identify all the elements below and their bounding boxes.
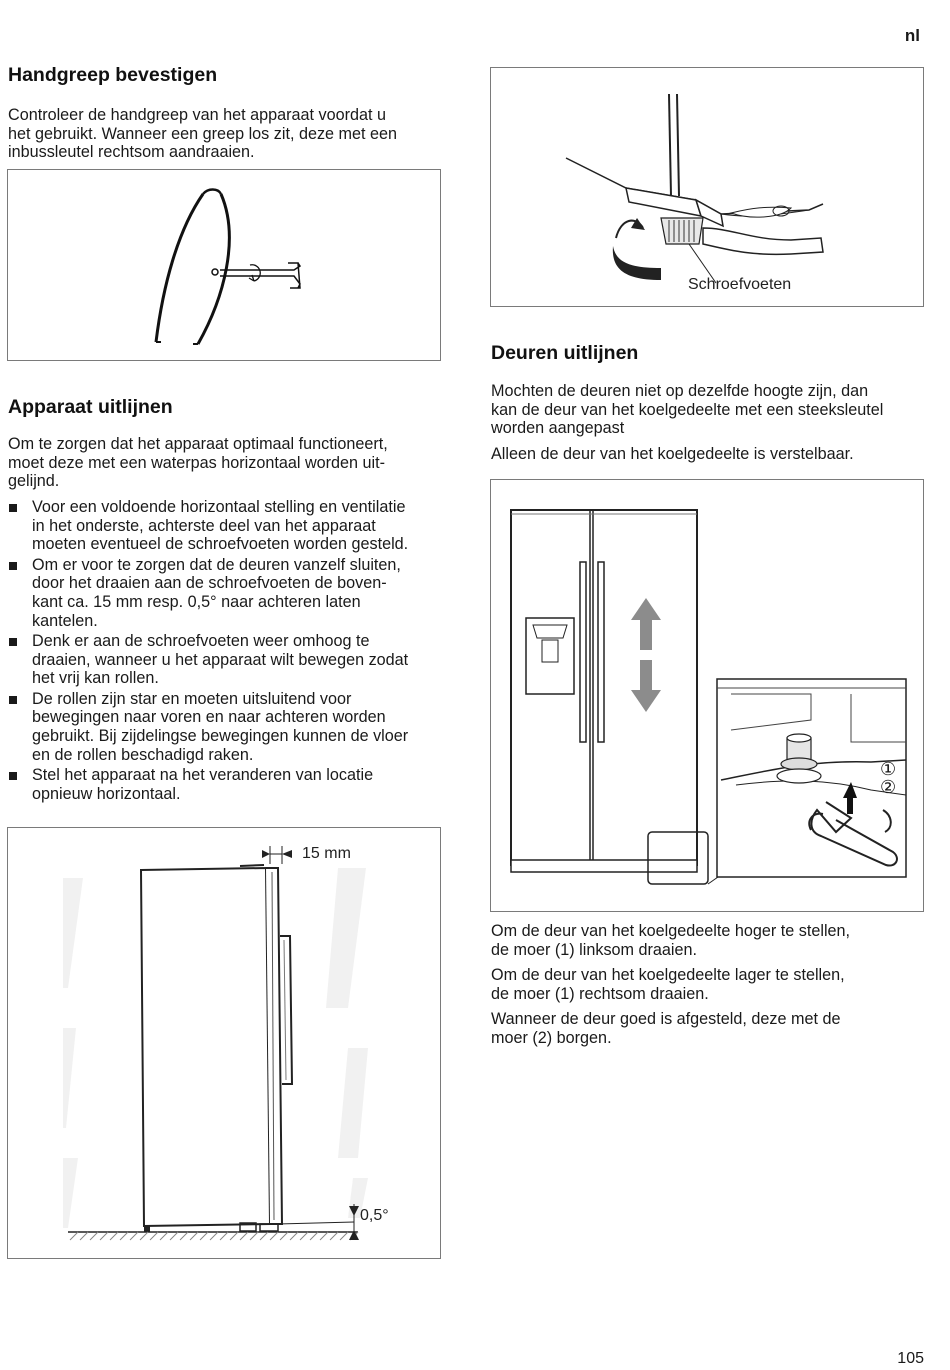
screw-feet-figure bbox=[490, 67, 924, 307]
bullet-square-icon bbox=[9, 504, 17, 512]
text-line: Voor een voldoende horizontaal stelling en ventilatie bbox=[32, 498, 406, 516]
bullet-square-icon bbox=[9, 562, 17, 570]
heading-apparaat-uitlijnen: Apparaat uitlijnen bbox=[8, 396, 173, 418]
text-line: moet deze met een waterpas horizontaal worden uit- bbox=[8, 453, 386, 472]
lock-nut-paragraph bbox=[491, 1010, 840, 1047]
door-adjustment-figure bbox=[490, 479, 924, 912]
text-line: opnieuw horizontaal. bbox=[32, 784, 181, 803]
bullet-square-icon bbox=[9, 696, 17, 704]
text-line: Wanneer de deur goed is afgesteld, deze met de bbox=[491, 1010, 841, 1028]
uitlijnen-bullet-list bbox=[8, 498, 448, 805]
heading-handgreep-bevestigen: Handgreep bevestigen bbox=[8, 64, 218, 86]
text-line: Controleer de handgreep van het apparaat voordat u bbox=[8, 106, 386, 124]
text-line: inbussleutel rechtsom aandraaien. bbox=[8, 143, 255, 162]
list-item bbox=[8, 766, 448, 803]
text-line: het gebruikt. Wanneer een greep los zit, deze met een bbox=[8, 124, 398, 143]
text-line: moeten eventueel de schroefvoeten worden gesteld. bbox=[32, 535, 409, 554]
list-item bbox=[8, 690, 448, 765]
deuren-paragraph-2: Alleen de deur van het koelgedeelte is verstelbaar. bbox=[491, 445, 854, 463]
list-item bbox=[8, 632, 448, 688]
text-line: De rollen zijn star en moeten uitsluitend voor bbox=[32, 689, 352, 708]
adjust-higher-paragraph bbox=[491, 922, 850, 959]
page-number: 105 bbox=[897, 1350, 924, 1367]
tilt-distance-label: 15 mm bbox=[302, 845, 351, 862]
text-line: door het draaien aan de schroefvoeten de boven- bbox=[32, 574, 387, 593]
schroefvoeten-label: Schroefvoeten bbox=[688, 276, 792, 293]
text-line: bewegingen naar voren en naar achteren worden bbox=[32, 708, 386, 727]
text-line: moer (2) borgen. bbox=[491, 1028, 612, 1047]
text-line: het vrij kan rollen. bbox=[32, 669, 159, 688]
tilt-angle-label: 0,5° bbox=[360, 1207, 389, 1224]
callout-2-label: ② bbox=[880, 777, 897, 797]
list-item bbox=[8, 498, 448, 554]
text-line: kantelen. bbox=[32, 611, 98, 630]
text-line: Om de deur van het koelgedeelte lager te stellen, bbox=[491, 966, 845, 984]
uitlijnen-intro bbox=[8, 435, 388, 491]
language-code: nl bbox=[904, 26, 920, 45]
tilt-side-view-figure bbox=[7, 827, 441, 1259]
text-line: de moer (1) linksom draaien. bbox=[491, 940, 698, 959]
handle-hex-key-figure bbox=[7, 169, 441, 361]
list-item bbox=[8, 556, 448, 631]
adjust-lower-paragraph bbox=[491, 966, 845, 1003]
heading-deuren-uitlijnen: Deuren uitlijnen bbox=[491, 342, 639, 364]
text-line: in het onderste, achterste deel van het apparaat bbox=[32, 516, 376, 535]
text-line: gebruikt. Bij zijdelingse bewegingen kunnen de vloer bbox=[32, 726, 409, 745]
text-line: Om de deur van het koelgedeelte hoger te stellen, bbox=[491, 922, 851, 940]
text-line: kant ca. 15 mm resp. 0,5° naar achteren laten bbox=[32, 593, 361, 612]
screw-feet-illustration bbox=[491, 68, 924, 307]
text-line: kan de deur van het koelgedeelte met een steeksleutel bbox=[491, 400, 884, 419]
fridge-front-illustration bbox=[491, 480, 924, 912]
text-line: Mochten de deuren niet op dezelfde hoogte zijn, dan bbox=[491, 382, 869, 400]
bullet-square-icon bbox=[9, 772, 17, 780]
text-line: gelijnd. bbox=[8, 472, 60, 491]
callout-1-label: ① bbox=[880, 759, 897, 779]
deuren-paragraph-1 bbox=[491, 382, 883, 438]
bullet-square-icon bbox=[9, 638, 17, 646]
text-line: Om er voor te zorgen dat de deuren vanzelf sluiten, bbox=[32, 555, 401, 574]
text-line: draaien, wanneer u het apparaat wilt bewegen zodat bbox=[32, 650, 409, 669]
text-line: Denk er aan de schroefvoeten weer omhoog te bbox=[32, 631, 370, 650]
text-line: Om te zorgen dat het apparaat optimaal functioneert, bbox=[8, 435, 388, 453]
handgreep-paragraph bbox=[8, 106, 397, 162]
fridge-side-illustration bbox=[8, 828, 441, 1259]
text-line: worden aangepast bbox=[491, 419, 625, 438]
text-line: en de rollen beschadigd raken. bbox=[32, 745, 254, 764]
text-line: de moer (1) rechtsom draaien. bbox=[491, 984, 709, 1003]
handle-illustration bbox=[8, 170, 441, 361]
text-line: Stel het apparaat na het veranderen van locatie bbox=[32, 765, 374, 784]
